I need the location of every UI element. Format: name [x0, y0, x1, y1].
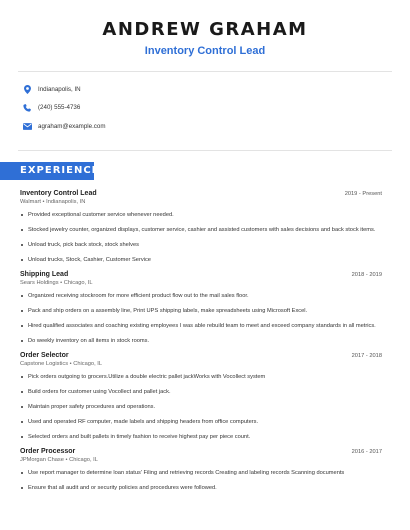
job-bullet: Unload trucks, Stock, Cashier, Customer Service	[20, 256, 382, 264]
job-entry	[20, 352, 382, 441]
job-header	[20, 190, 382, 197]
job-bullet: Unload truck, pick back stock, stock shelves	[20, 241, 382, 249]
job-title: Inventory Control Lead	[20, 190, 97, 197]
job-dates: 2016 - 2017	[351, 449, 382, 455]
job-bullet: Do weekly inventory on all items in stock rooms.	[20, 337, 382, 345]
contact-email	[22, 120, 106, 132]
email-text: agraham@example.com	[38, 122, 106, 130]
job-bullet: Hired qualified associates and coaching existing employees I was able rebuild team to meet and exceed company standards in all metrics.	[20, 322, 382, 330]
job-bullet: Use report manager to determine loan status' Filing and retrieving records Creating and labeling records Scanning documents	[20, 469, 382, 477]
map-pin-icon	[22, 84, 32, 94]
contact-divider	[18, 150, 392, 151]
job-bullet: Selected orders and built pallets in timely fashion to receive highest pay per piece count.	[20, 433, 382, 441]
job-bullets	[20, 292, 382, 345]
candidate-title: Inventory Control Lead	[144, 45, 266, 57]
job-dates: 2018 - 2019	[351, 272, 382, 278]
contact-location	[22, 83, 106, 95]
envelope-icon	[22, 121, 32, 131]
job-bullet: Stocked jewelry counter, organized displays, customer service, cashier and assisted customers with sales decisions and back stock items.	[20, 226, 382, 234]
job-entry	[20, 271, 382, 345]
job-bullet: Provided exceptional customer service whenever needed.	[20, 211, 382, 219]
resume-header	[0, 0, 410, 58]
job-header	[20, 352, 382, 359]
experience-list	[20, 190, 382, 499]
job-bullet: Build orders for customer using Vocollect and pallet jack.	[20, 388, 382, 396]
contact-block	[22, 83, 106, 139]
job-entry	[20, 190, 382, 264]
job-bullet: Organized receiving stockroom for more efficient product flow out to the mail sales floor.	[20, 292, 382, 300]
job-bullet: Pick orders outgoing to grocers.Utilize a double electric pallet jackWorks with Vocollect system	[20, 373, 382, 381]
job-bullet: Maintain proper safety procedures and operations.	[20, 403, 382, 411]
job-title: Order Processor	[20, 448, 76, 455]
contact-phone	[22, 102, 106, 114]
job-header	[20, 448, 382, 455]
job-title: Order Selector	[20, 352, 69, 359]
experience-section-heading: EXPERIENCE	[0, 162, 94, 180]
phone-text: (240) 555-4736	[38, 104, 81, 111]
job-bullet: Ensure that all audit and or security policies and procedures were followed.	[20, 484, 382, 492]
phone-icon	[22, 103, 32, 113]
candidate-name: ANDREW GRAHAM	[102, 19, 308, 40]
job-bullet: Pack and ship orders on a assembly line, Print UPS shipping labels, make spreadsheets using Microsoft Excel.	[20, 307, 382, 315]
header-divider	[18, 71, 392, 72]
job-dates: 2017 - 2018	[351, 353, 382, 359]
location-text: Indianapolis, IN	[38, 85, 81, 93]
job-bullets	[20, 211, 382, 264]
job-company: Capstone Logistics • Chicago, IL	[20, 361, 102, 367]
job-bullet: Used and operated RF computer, made labels and shipping headers from office computers.	[20, 418, 382, 426]
job-bullets	[20, 373, 382, 441]
job-dates: 2019 - Present	[344, 191, 382, 197]
job-header	[20, 271, 382, 278]
job-bullets	[20, 469, 382, 492]
job-company: Walmart • Indianapolis, IN	[20, 199, 86, 205]
job-entry	[20, 448, 382, 492]
job-company: JPMorgan Chase • Chicago, IL	[20, 457, 98, 463]
job-title: Shipping Lead	[20, 271, 69, 278]
job-company: Sears Holdings • Chicago, IL	[20, 280, 93, 286]
